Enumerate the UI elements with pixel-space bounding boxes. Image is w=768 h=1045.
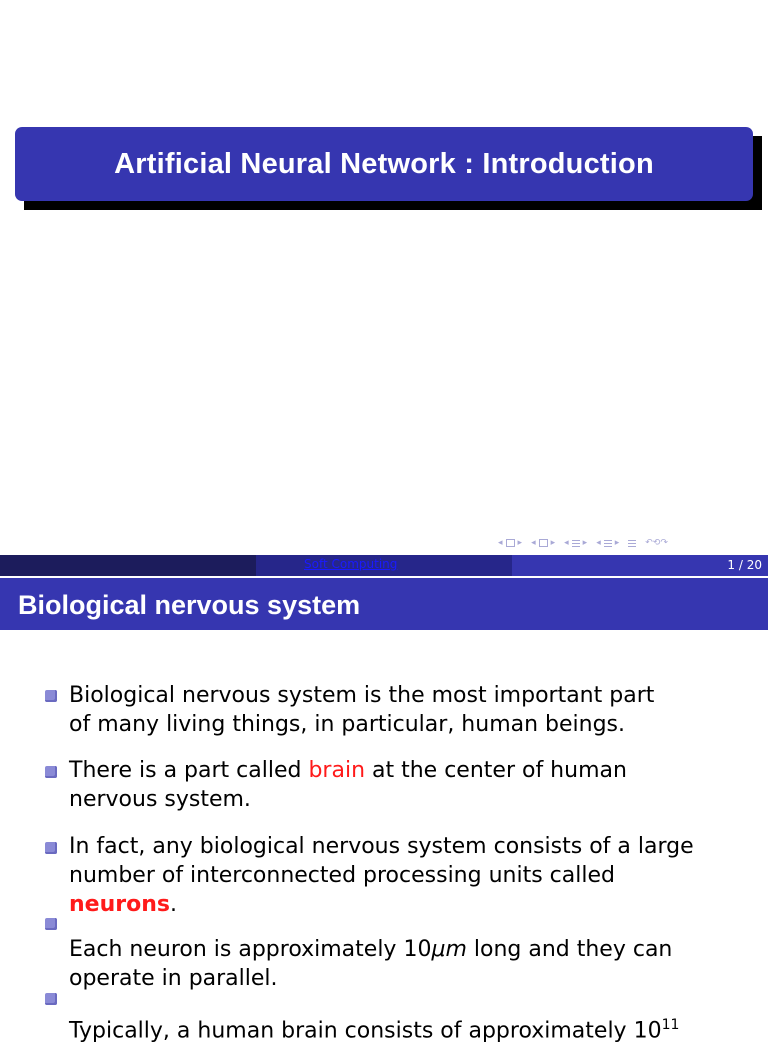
bullet-text: at the center of human — [365, 758, 627, 783]
nav-slide-group[interactable] — [498, 538, 522, 548]
nav-right-arrow-icon[interactable]: ▸ — [517, 538, 523, 548]
bullet-line: In fact, any biological nervous system consists of a large — [69, 834, 694, 859]
nav-left-arrow-icon[interactable]: ◂ — [596, 538, 601, 548]
nav-subsection-group[interactable] — [564, 538, 587, 548]
nav-left-arrow-icon[interactable]: ◂ — [498, 538, 503, 548]
slide-title: Artificial Neural Network : Introduction — [114, 147, 654, 180]
search-back-forward-icon[interactable]: ↶⟲↷ — [645, 538, 668, 548]
subsection-icon[interactable] — [572, 540, 580, 547]
unit-micrometer: μm — [431, 937, 467, 962]
nav-frame-group[interactable] — [531, 538, 555, 548]
beamer-navigation — [498, 536, 674, 550]
footline — [0, 555, 768, 576]
highlight-brain: brain — [308, 758, 366, 783]
bullet-line: operate in parallel. — [69, 966, 278, 991]
frame-icon[interactable] — [539, 539, 548, 547]
section-icon[interactable] — [604, 540, 612, 547]
frame-title-bar — [0, 578, 768, 630]
bullet-marker — [45, 690, 57, 702]
highlight-neurons: neurons — [69, 892, 170, 917]
align-icon[interactable] — [628, 540, 636, 547]
slide-icon[interactable] — [506, 539, 515, 547]
nav-align-group[interactable] — [628, 540, 636, 547]
bullet-text: Typically, a human brain consists of approximately 10 — [69, 1018, 662, 1044]
nav-left-arrow-icon[interactable]: ◂ — [564, 538, 569, 548]
exponent: 11 — [661, 1017, 680, 1033]
bullet-line — [69, 935, 749, 964]
bullet-marker — [45, 993, 57, 1005]
page-number: 1 / 20 — [727, 558, 762, 572]
short-title-link[interactable]: Soft Computing — [304, 557, 398, 571]
nav-right-arrow-icon[interactable]: ▸ — [550, 538, 556, 548]
bullet-text: long and they can — [466, 937, 673, 962]
bullet-marker — [45, 766, 57, 778]
nav-search-group[interactable] — [645, 538, 668, 548]
list-item — [69, 1011, 749, 1045]
list-item — [69, 832, 749, 919]
nav-left-arrow-icon[interactable]: ◂ — [531, 538, 536, 548]
bullet-text: There is a part called — [69, 758, 309, 783]
frame-title: Biological nervous system — [18, 590, 361, 620]
title-box — [15, 127, 753, 201]
bullet-text: . — [169, 892, 177, 917]
footline-author — [0, 555, 256, 576]
bullet-line — [69, 756, 749, 785]
bullet-marker — [45, 918, 57, 930]
list-item — [69, 681, 749, 739]
bullet-line — [69, 1011, 749, 1045]
bullet-line: nervous system. — [69, 787, 251, 812]
list-item — [69, 935, 749, 993]
nav-right-arrow-icon[interactable]: ▸ — [582, 538, 588, 548]
bullet-text: Each neuron is approximately 10 — [69, 937, 432, 962]
nav-section-group[interactable] — [596, 538, 619, 548]
bullet-line: Biological nervous system is the most important part — [69, 683, 655, 708]
nav-right-arrow-icon[interactable]: ▸ — [614, 538, 620, 548]
bullet-line: number of interconnected processing units called — [69, 863, 615, 888]
footline-page — [512, 555, 768, 576]
bullet-marker — [45, 842, 57, 854]
bullet-line: of many living things, in particular, human beings. — [69, 712, 626, 737]
footline-title — [256, 555, 512, 576]
bullet-line — [69, 890, 749, 919]
list-item — [69, 756, 749, 814]
